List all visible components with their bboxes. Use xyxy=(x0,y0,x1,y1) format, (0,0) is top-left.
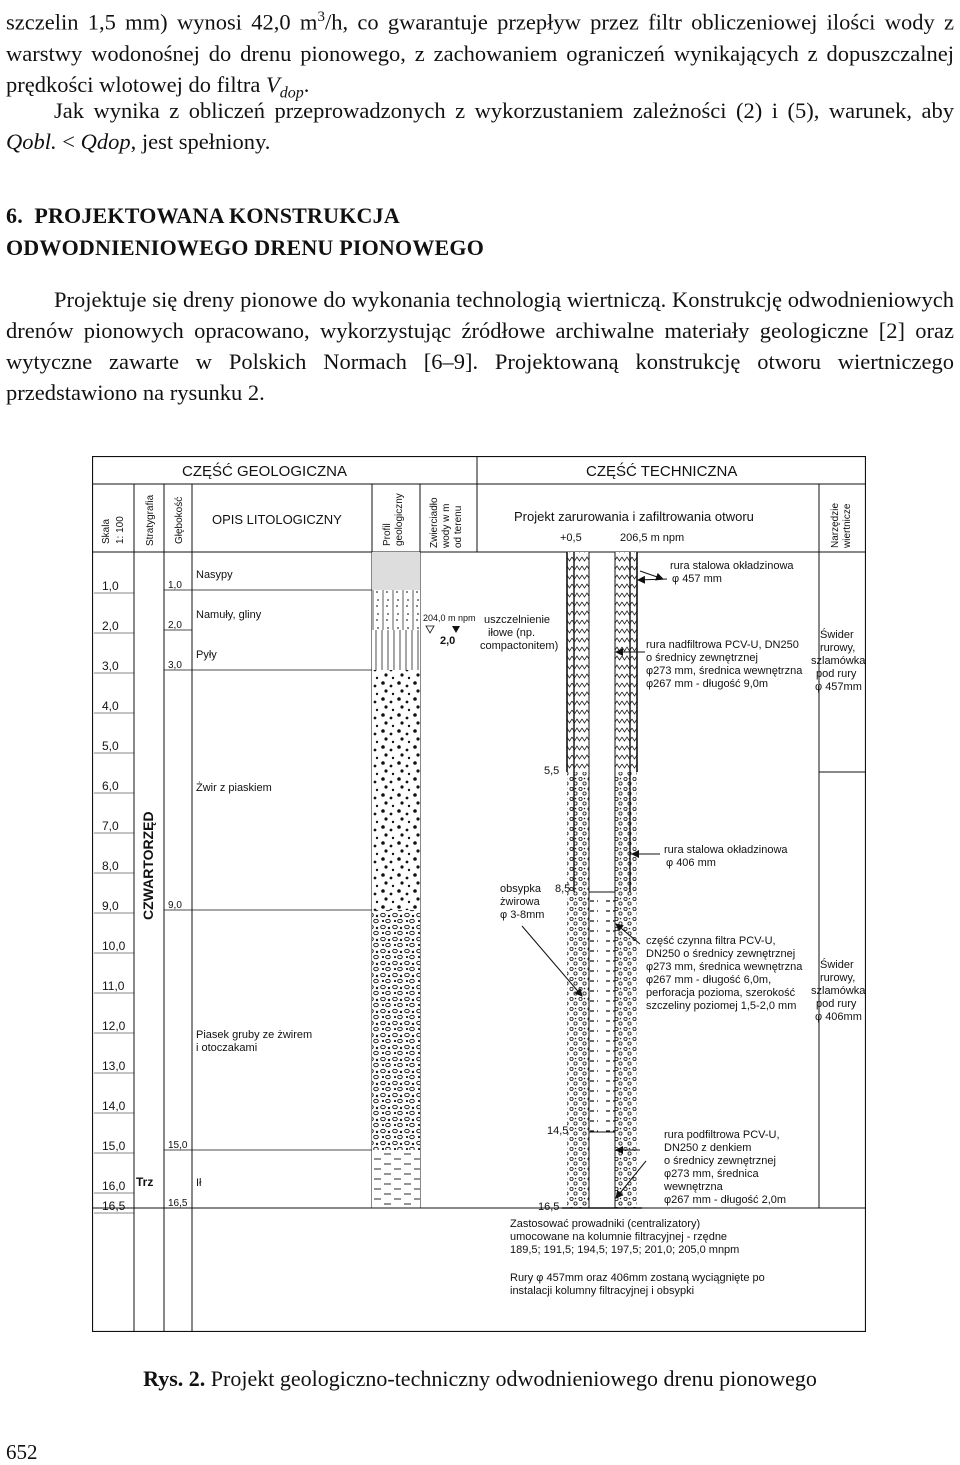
page-number: 652 xyxy=(6,1440,38,1464)
scale-label: 1,0 xyxy=(102,579,119,593)
layer-dust: Pyły xyxy=(196,649,217,661)
layer-clay: Ił xyxy=(196,1177,202,1189)
layer-coarse-sand-2: i otoczakami xyxy=(196,1042,258,1054)
depth-16-5: 16,5 xyxy=(538,1201,560,1213)
text-run: Jak wynika z obliczeń przeprowadzonych z wykorzustaniem zależności (2) i (5), warunek, aby xyxy=(54,98,954,123)
scale-label: 15,0 xyxy=(102,1139,126,1153)
ann4-line4: φ267 mm - długość 6,0m, xyxy=(646,974,772,986)
superscript: 3 xyxy=(317,9,325,25)
col-lithology: OPIS LITOLOGICZNY xyxy=(212,512,342,527)
depth-8-5: 8,5 xyxy=(555,883,571,895)
top-npm: 206,5 m npm xyxy=(620,532,685,544)
paragraph-construction: Projektuje się dreny pionowe do wykonania technologią wiertniczą. Konstrukcję odwodnieniowych drenów pionowych opracowano, wykorzystując źródłowe archiwalne materiały geologiczne [2] oraz wytyczne zawarte w Polskich Normach [6–9]. Projektowaną konstrukcję otworu wiertniczego przedstawiono na rysunku 2. xyxy=(6,287,954,405)
strat-quaternary: CZWARTORZĘD xyxy=(140,811,156,920)
col-project: Projekt zarurowania i zafiltrowania otworu xyxy=(514,509,754,524)
heading-line-1: PROJEKTOWANA KONSTRUKCJA xyxy=(34,203,400,228)
gravel-label-1: obsypka xyxy=(500,883,541,895)
text-run: /h, co gwarantuje przepływ przez filtr obliczeniowej ilości wody z warstwy wodonośnej do drenu pionowego, z zachowaniem ograniczeń wynikających z dopuszczalnej prędkości wlotowej do filtra xyxy=(6,9,954,97)
gravel-label-2: żwirowa xyxy=(500,896,540,908)
water-npm: 204,0 m npm xyxy=(423,613,476,623)
depth-label: 15,0 xyxy=(168,1140,188,1151)
ann5-line1: rura podfiltrowa PCV-U, xyxy=(664,1129,780,1141)
col-depth: Głębokość xyxy=(174,496,185,544)
ann4-line6: szczeliny poziomej 1,5-2,0 mm xyxy=(646,1000,797,1012)
col-tools-2: wiertnicze xyxy=(842,503,853,548)
tool1-line5: φ 457mm xyxy=(815,681,862,693)
ann1-line1: rura stalowa okładzinowa xyxy=(670,560,794,572)
ann4-line5: perforacja pozioma, szerokość xyxy=(646,987,796,999)
depth-label: 2,0 xyxy=(168,620,182,631)
tool2-line4: pod rury xyxy=(816,998,857,1010)
col-stratigraphy: Stratygrafia xyxy=(145,494,156,546)
col-water-1: Zwierciadło xyxy=(429,497,440,548)
scale-label: 11,0 xyxy=(102,979,125,993)
note2-line1: Rury φ 457mm oraz 406mm zostaną wyciągnięte po xyxy=(510,1272,765,1284)
profile-dust xyxy=(372,630,420,670)
scale-label: 3,0 xyxy=(102,659,119,673)
scale-label: 7,0 xyxy=(102,819,119,833)
ann2-line3: φ273 mm, średnica wewnętrzna xyxy=(646,665,803,677)
symbol-qobl: Qobl. xyxy=(6,129,57,154)
scale-label: 5,0 xyxy=(102,739,119,753)
note2-line2: instalacji kolumny filtracyjnej i obsypki xyxy=(510,1285,695,1297)
col-profile-2: geologiczny xyxy=(394,493,405,546)
note1-line2: umocowane na kolumnie filtracyjnej - rzędne xyxy=(510,1231,728,1243)
ann5-line5: wewnętrzna xyxy=(664,1181,723,1193)
well-construction xyxy=(562,552,642,1208)
paragraph-flow-capacity xyxy=(6,2,954,108)
ann1-line2: φ 457 mm xyxy=(672,573,722,585)
note1-line3: 189,5; 191,5; 194,5; 197,5; 201,0; 205,0 mnpm xyxy=(510,1244,740,1256)
tool1-line3: szlamówka xyxy=(811,655,866,667)
ann5-line6: φ267 mm - długość 2,0m xyxy=(664,1194,787,1206)
seal-label-1: uszczelnienie xyxy=(484,614,551,626)
ann2-line2: o średnicy zewnętrznej xyxy=(646,652,758,664)
seal-label-3: compactonitem) xyxy=(480,640,559,652)
figure-caption xyxy=(0,1366,960,1392)
water-depth: 2,0 xyxy=(440,635,456,647)
layer-coarse-sand-1: Piasek gruby ze żwirem xyxy=(196,1029,313,1041)
layer-silt-clay: Namuły, gliny xyxy=(196,609,262,621)
scale-label: 4,0 xyxy=(102,699,119,713)
col-scale-value: 1: 100 xyxy=(115,516,126,544)
tool1-line2: rurowy, xyxy=(820,642,856,654)
profile-fill xyxy=(372,552,420,590)
profile-coarse-sand xyxy=(372,910,420,1150)
geological-technical-figure xyxy=(92,456,866,1332)
text-run: . xyxy=(303,71,310,97)
scale-label: 16,0 xyxy=(102,1179,126,1193)
gravel-label-3: φ 3-8mm xyxy=(500,909,545,921)
col-water-3: od terenu xyxy=(453,505,464,548)
profile-gravel-sand xyxy=(372,670,420,910)
depth-label: 1,0 xyxy=(168,580,182,591)
ann5-line4: φ273 mm, średnica xyxy=(664,1168,759,1180)
scale-label: 16,5 xyxy=(102,1199,126,1213)
tool2-line2: rurowy, xyxy=(820,972,856,984)
scale-label: 13,0 xyxy=(102,1059,126,1073)
depth-label: 9,0 xyxy=(168,900,182,911)
depth-label: 3,0 xyxy=(168,660,182,671)
filter-active-part xyxy=(589,892,615,1132)
col-scale-label: Skala xyxy=(101,518,112,544)
layer-fill: Nasypy xyxy=(196,569,233,581)
text-run: , jest spełniony. xyxy=(130,129,271,154)
profile-silt-clay xyxy=(372,590,420,630)
ann5-line2: DN250 z denkiem xyxy=(664,1142,752,1154)
scale-label: 6,0 xyxy=(102,779,119,793)
heading-line-2: ODWODNIENIOWEGO DRENU PIONOWEGO xyxy=(6,235,485,260)
col-tools-1: Narzędzie xyxy=(830,502,841,548)
note1-line1: Zastosować prowadniki (centralizatory) xyxy=(510,1218,701,1230)
tool2-line5: φ 406mm xyxy=(815,1011,862,1023)
ann3-line1: rura stalowa okładzinowa xyxy=(664,844,788,856)
heading-number: 6. xyxy=(6,203,23,228)
ann2-line1: rura nadfiltrowa PCV-U, DN250 xyxy=(646,639,799,651)
subscript-dop: dop xyxy=(279,84,304,101)
tool1-line4: pod rury xyxy=(816,668,857,680)
ann5-line3: o średnicy zewnętrznej xyxy=(664,1155,776,1167)
ann4-line1: część czynna filtra PCV-U, xyxy=(646,935,776,947)
tool2-line3: szlamówka xyxy=(811,985,866,997)
header-geology: CZĘŚĆ GEOLOGICZNA xyxy=(182,463,348,480)
ann2-line4: φ267 mm - długość 9,0m xyxy=(646,678,769,690)
scale-label: 10,0 xyxy=(102,939,126,953)
section-heading xyxy=(6,200,484,264)
seal-label-2: iłowe (np. xyxy=(488,627,536,639)
ann4-line2: DN250 o średnicy zewnętrznej xyxy=(646,948,796,960)
depth-14-5: 14,5 xyxy=(547,1125,569,1137)
tool1-line1: Świder xyxy=(820,629,854,641)
symbol-qdop: Qdop xyxy=(80,129,131,154)
scale-label: 8,0 xyxy=(102,859,119,873)
depth-5-5: 5,5 xyxy=(544,765,560,777)
ann4-line3: φ273 mm, średnica wewnętrzna xyxy=(646,961,803,973)
text-run: < xyxy=(56,129,81,154)
top-elevation: +0,5 xyxy=(560,532,582,544)
scale-label: 12,0 xyxy=(102,1019,126,1033)
tool2-line1: Świder xyxy=(820,959,854,971)
col-water-2: wody w m xyxy=(441,503,452,548)
scale-label: 2,0 xyxy=(102,619,119,633)
caption-label: Rys. 2. xyxy=(143,1366,206,1391)
profile-clay xyxy=(372,1150,420,1208)
text-run: szczelin 1,5 mm) wynosi 42,0 m xyxy=(6,9,318,35)
layer-gravel-sand: Żwir z piaskiem xyxy=(196,782,272,794)
symbol-v: V xyxy=(265,71,280,97)
depth-label: 16,5 xyxy=(168,1198,188,1209)
strat-trz: Trz xyxy=(136,1175,154,1189)
scale-label: 14,0 xyxy=(102,1099,126,1113)
header-technical: CZĘŚĆ TECHNICZNA xyxy=(586,463,738,480)
col-profile-1: Profil xyxy=(382,523,393,546)
ann3-line2: φ 406 mm xyxy=(666,857,716,869)
caption-text: Projekt geologiczno-techniczny odwodnieniowego drenu pionowego xyxy=(205,1366,817,1391)
scale-label: 9,0 xyxy=(102,899,119,913)
paragraph-condition xyxy=(6,95,954,157)
